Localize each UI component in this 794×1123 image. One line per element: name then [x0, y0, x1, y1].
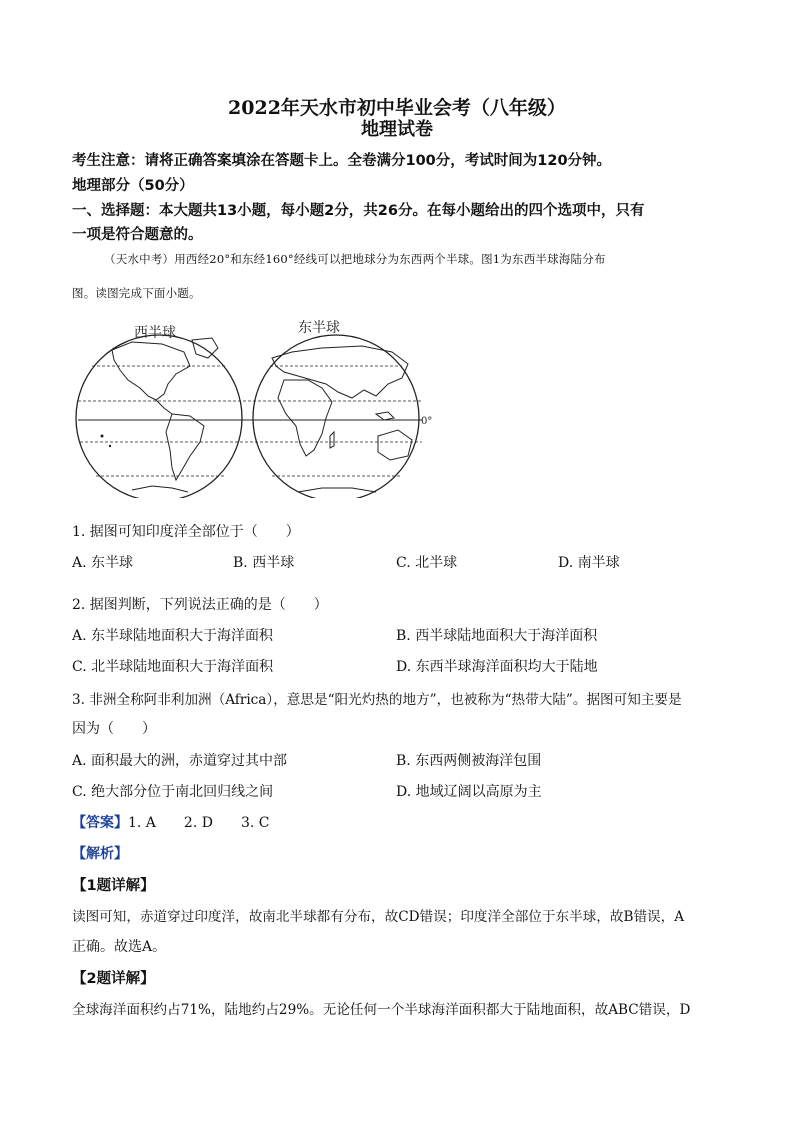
q3-option-d[interactable]: D. 地域辽阔以高原为主 [396, 784, 542, 800]
q2-detail-line1: 全球海洋面积约占71%，陆地约占29%。无论任何一个半球海洋面积都大于陆地面积，故ABC错误，D [72, 1002, 691, 1018]
q1-option-a[interactable]: A. 东半球 [72, 555, 134, 571]
answer-tag: 【答案】 [72, 815, 128, 831]
answer-text: 1. A 2. D 3. C [128, 815, 270, 831]
answer-line [72, 812, 732, 832]
central-america-shape [156, 400, 172, 414]
antarctica-east-shape [298, 488, 376, 492]
equator-degree-label: 0° [421, 416, 432, 427]
q2-option-a[interactable]: A. 东半球陆地面积大于海洋面积 [72, 628, 274, 644]
q2-detail-tag: 【2题详解】 [72, 971, 155, 987]
analysis-tag: 【解析】 [72, 846, 128, 862]
question-3-stem-line1: 3. 非洲全称阿非利加洲（Africa），意思是“阳光灼热的地方”，也被称为“热带大陆”。据图可知主要是 [72, 692, 682, 708]
q2-option-d[interactable]: D. 东西半球海洋面积均大于陆地 [396, 659, 598, 675]
intro-line1: （天水中考）用西经20°和东经160°经线可以把地球分为东西两个半球。图1为东西半球海陆分布 [104, 252, 606, 266]
q1-detail-line2: 正确。故选A。 [72, 939, 167, 955]
part-heading: 地理部分（50分） [72, 178, 194, 194]
antarctica-west-shape [132, 486, 188, 492]
q1-detail-line1: 读图可知，赤道穿过印度洋，故南北半球都有分布，故CD错误；印度洋全部位于东半球，故B错误，A [72, 909, 685, 925]
candidate-notice: 考生注意：请将正确答案填涂在答题卡上。全卷满分100分，考试时间为120分钟。 [72, 153, 612, 169]
australia-shape [378, 430, 412, 460]
question-1-stem: 1. 据图可知印度洋全部位于（ ） [72, 524, 300, 540]
indonesia-shape [376, 412, 394, 420]
question-3-stem-line2: 因为（ ） [72, 721, 156, 737]
q1-detail-tag: 【1题详解】 [72, 878, 155, 894]
exam-title: 2022年天水市初中毕业会考（八年级） [228, 97, 566, 119]
east-hemisphere-outline [253, 335, 419, 498]
q2-option-c[interactable]: C. 北半球陆地面积大于海洋面积 [72, 659, 274, 675]
west-hemisphere-outline [76, 335, 242, 498]
q3-option-c[interactable]: C. 绝大部分位于南北回归线之间 [72, 784, 274, 800]
q1-option-d[interactable]: D. 南半球 [558, 555, 620, 571]
africa-shape [278, 380, 332, 456]
intro-line2: 图。读图完成下面小题。 [72, 286, 201, 300]
greenland-shape [192, 338, 218, 358]
hemisphere-map [72, 318, 432, 498]
south-america-shape [166, 414, 204, 480]
madagascar-shape [330, 432, 334, 448]
question-2-stem: 2. 据图判断，下列说法正确的是（ ） [72, 597, 328, 613]
east-hemisphere-label: 东半球 [298, 320, 340, 336]
west-hemisphere-label: 西半球 [134, 325, 176, 341]
q3-option-a[interactable]: A. 面积最大的洲，赤道穿过其中部 [72, 753, 288, 769]
exam-subtitle: 地理试卷 [361, 119, 433, 140]
north-america-shape [112, 342, 190, 400]
section-heading-line2: 一项是符合题意的。 [72, 227, 203, 243]
q1-option-c[interactable]: C. 北半球 [396, 555, 458, 571]
q1-option-b[interactable]: B. 西半球 [233, 555, 295, 571]
q2-option-b[interactable]: B. 西半球陆地面积大于海洋面积 [396, 628, 598, 644]
q3-option-b[interactable]: B. 东西两侧被海洋包围 [396, 753, 542, 769]
section-heading-line1: 一、选择题：本大题共13小题，每小题2分，共26分。在每小题给出的四个选项中，只有 [72, 203, 645, 219]
